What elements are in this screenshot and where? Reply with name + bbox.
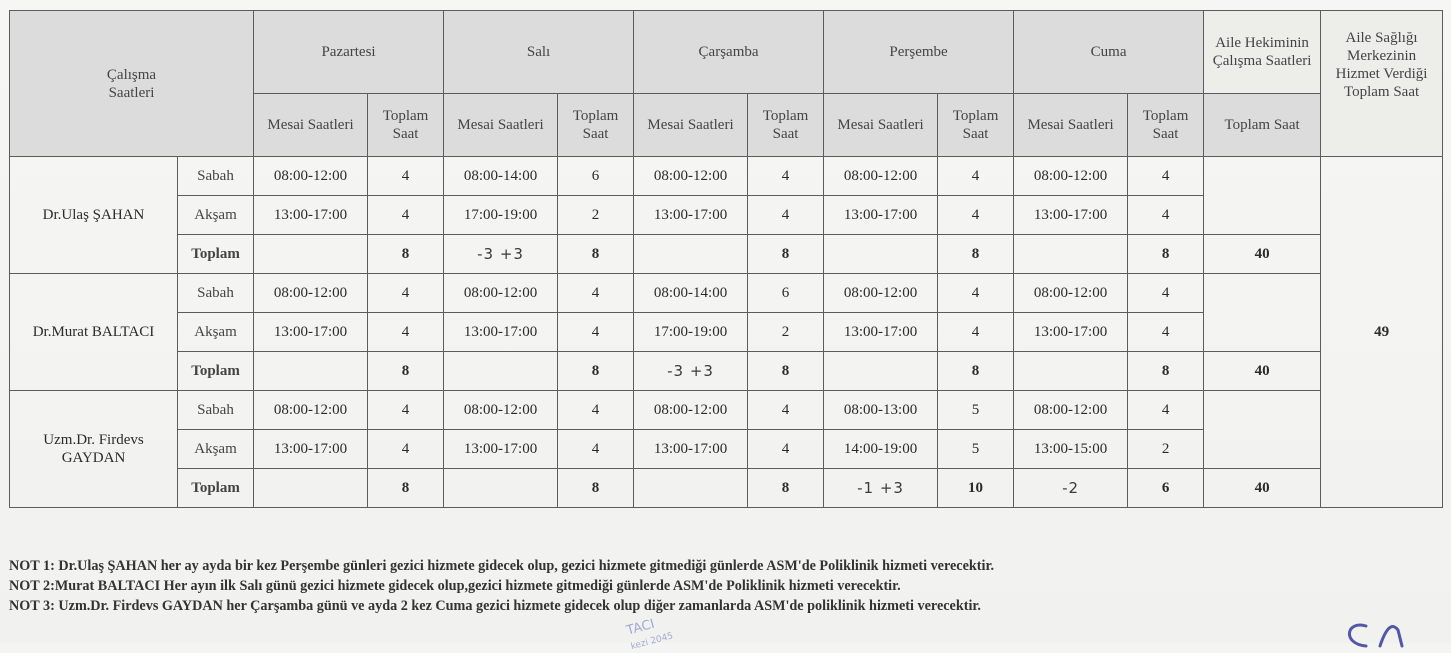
col-toplam-header: Toplam Saat bbox=[558, 94, 634, 157]
col-mesai-header: Mesai Saatleri bbox=[254, 94, 368, 157]
doctor-name: Uzm.Dr. Firdevs GAYDAN bbox=[10, 391, 178, 508]
mesai-cell: 13:00-17:00 bbox=[444, 430, 558, 469]
mesai-cell: 17:00-19:00 bbox=[444, 196, 558, 235]
hours-cell: 4 bbox=[558, 430, 634, 469]
table-row bbox=[10, 235, 1443, 274]
daily-total-cell: 8 bbox=[748, 469, 824, 508]
handwritten-note bbox=[634, 235, 748, 274]
stamp-sub: kezi 2045 bbox=[629, 631, 675, 653]
mesai-cell: 08:00-12:00 bbox=[634, 157, 748, 196]
schedule-table bbox=[9, 10, 1443, 508]
table-row bbox=[10, 157, 1443, 196]
hours-cell: 4 bbox=[1128, 274, 1204, 313]
hours-cell: 6 bbox=[558, 157, 634, 196]
sabah-label: Sabah bbox=[178, 157, 254, 196]
hours-cell: 4 bbox=[938, 196, 1014, 235]
hours-cell: 5 bbox=[938, 391, 1014, 430]
daily-total-cell: 8 bbox=[1128, 235, 1204, 274]
asm-total-cell: 49 bbox=[1321, 157, 1443, 508]
hours-cell: 4 bbox=[1128, 391, 1204, 430]
sabah-label: Sabah bbox=[178, 274, 254, 313]
hours-cell: 4 bbox=[748, 157, 824, 196]
toplam-label: Toplam bbox=[178, 352, 254, 391]
aksam-label: Akşam bbox=[178, 430, 254, 469]
daily-total-cell: 8 bbox=[748, 235, 824, 274]
table-row bbox=[10, 469, 1443, 508]
col-toplam-header: Toplam Saat bbox=[748, 94, 824, 157]
stamp-text: TACI bbox=[624, 616, 657, 639]
col-mesai-header: Mesai Saatleri bbox=[824, 94, 938, 157]
hours-cell: 4 bbox=[938, 157, 1014, 196]
hours-cell: 4 bbox=[1128, 157, 1204, 196]
handwritten-note: -3 +3 bbox=[444, 235, 558, 274]
mesai-cell: 08:00-12:00 bbox=[634, 391, 748, 430]
col-toplam-header: Toplam Saat bbox=[938, 94, 1014, 157]
stamp-mark bbox=[625, 613, 675, 653]
handwritten-note: -2 bbox=[1014, 469, 1128, 508]
doctor-name: Dr.Ulaş ŞAHAN bbox=[10, 157, 178, 274]
handwritten-note: -3 +3 bbox=[634, 352, 748, 391]
hours-cell: 4 bbox=[368, 313, 444, 352]
daily-total-cell: 8 bbox=[938, 352, 1014, 391]
aile-empty-cell bbox=[1204, 391, 1321, 469]
mesai-cell: 08:00-12:00 bbox=[824, 157, 938, 196]
col-mesai-header: Mesai Saatleri bbox=[444, 94, 558, 157]
mesai-cell: 13:00-17:00 bbox=[1014, 313, 1128, 352]
hours-cell: 4 bbox=[748, 391, 824, 430]
day-header: Pazartesi bbox=[254, 11, 444, 94]
handwritten-note: -1 +3 bbox=[824, 469, 938, 508]
hours-cell: 4 bbox=[938, 313, 1014, 352]
hours-cell: 2 bbox=[558, 196, 634, 235]
hours-cell: 2 bbox=[748, 313, 824, 352]
aksam-label: Akşam bbox=[178, 313, 254, 352]
mesai-cell: 13:00-17:00 bbox=[444, 313, 558, 352]
col-toplam-header: Toplam Saat bbox=[368, 94, 444, 157]
mesai-cell: 08:00-13:00 bbox=[824, 391, 938, 430]
hours-cell: 4 bbox=[368, 391, 444, 430]
notes-section bbox=[9, 556, 1429, 616]
handwritten-note bbox=[824, 235, 938, 274]
hours-cell: 6 bbox=[748, 274, 824, 313]
handwritten-note bbox=[254, 469, 368, 508]
hours-cell: 4 bbox=[368, 274, 444, 313]
doctor-name: Dr.Murat BALTACI bbox=[10, 274, 178, 391]
note-3: NOT 3: Uzm.Dr. Firdevs GAYDAN her Çarşamba günü ve ayda 2 kez Cuma gezici hizmete gidecek olup diğer zamanlarda ASM'de poliklinik hizmeti verecektir. bbox=[9, 598, 981, 614]
mesai-cell: 08:00-14:00 bbox=[634, 274, 748, 313]
mesai-cell: 13:00-17:00 bbox=[824, 196, 938, 235]
note-2: NOT 2:Murat BALTACI Her ayın ilk Salı günü gezici hizmete gidecek olup,gezici hizmete gitmediği günlerde ASM'de Poliklinik hizmeti verecektir. bbox=[9, 578, 901, 594]
corner-header: Çalışma Saatleri bbox=[10, 11, 254, 157]
mesai-cell: 08:00-12:00 bbox=[1014, 391, 1128, 430]
mesai-cell: 08:00-12:00 bbox=[1014, 274, 1128, 313]
handwritten-note bbox=[1014, 235, 1128, 274]
handwritten-note bbox=[444, 469, 558, 508]
hours-cell: 4 bbox=[558, 313, 634, 352]
day-header: Cuma bbox=[1014, 11, 1204, 94]
daily-total-cell: 8 bbox=[368, 352, 444, 391]
col-mesai-header: Mesai Saatleri bbox=[634, 94, 748, 157]
mesai-cell: 13:00-15:00 bbox=[1014, 430, 1128, 469]
daily-total-cell: 8 bbox=[368, 469, 444, 508]
col-mesai-header: Mesai Saatleri bbox=[1014, 94, 1128, 157]
daily-total-cell: 6 bbox=[1128, 469, 1204, 508]
weekly-total-cell: 40 bbox=[1204, 352, 1321, 391]
aile-sub-header: Toplam Saat bbox=[1204, 94, 1321, 157]
mesai-cell: 08:00-12:00 bbox=[254, 391, 368, 430]
daily-total-cell: 8 bbox=[1128, 352, 1204, 391]
aile-empty-cell bbox=[1204, 274, 1321, 352]
aile-header: Aile Hekiminin Çalışma Saatleri bbox=[1204, 11, 1321, 94]
mesai-cell: 13:00-17:00 bbox=[824, 313, 938, 352]
weekly-total-cell: 40 bbox=[1204, 235, 1321, 274]
hours-cell: 4 bbox=[368, 157, 444, 196]
aile-empty-cell bbox=[1204, 157, 1321, 235]
hours-cell: 5 bbox=[938, 430, 1014, 469]
aksam-label: Akşam bbox=[178, 196, 254, 235]
day-header: Salı bbox=[444, 11, 634, 94]
table-row bbox=[10, 352, 1443, 391]
hours-cell: 4 bbox=[1128, 196, 1204, 235]
mesai-cell: 13:00-17:00 bbox=[634, 196, 748, 235]
day-header: Çarşamba bbox=[634, 11, 824, 94]
sabah-label: Sabah bbox=[178, 391, 254, 430]
daily-total-cell: 8 bbox=[558, 352, 634, 391]
mesai-cell: 13:00-17:00 bbox=[254, 313, 368, 352]
note-1: NOT 1: Dr.Ulaş ŞAHAN her ay ayda bir kez Perşembe günleri gezici hizmete gidecek olup, gezici hizmete gitmediği günlerde ASM'de Poliklinik hizmeti verecektir. bbox=[9, 558, 994, 574]
mesai-cell: 13:00-17:00 bbox=[254, 430, 368, 469]
hours-cell: 4 bbox=[748, 430, 824, 469]
asm-header: Aile Sağlığı Merkezinin Hizmet Verdiği Toplam Saat bbox=[1321, 11, 1443, 157]
toplam-label: Toplam bbox=[178, 235, 254, 274]
handwritten-note bbox=[634, 469, 748, 508]
day-header: Perşembe bbox=[824, 11, 1014, 94]
hours-cell: 4 bbox=[558, 391, 634, 430]
handwritten-note bbox=[824, 352, 938, 391]
col-toplam-header: Toplam Saat bbox=[1128, 94, 1204, 157]
hours-cell: 4 bbox=[938, 274, 1014, 313]
daily-total-cell: 10 bbox=[938, 469, 1014, 508]
handwritten-note bbox=[254, 352, 368, 391]
mesai-cell: 08:00-12:00 bbox=[444, 274, 558, 313]
hours-cell: 4 bbox=[368, 196, 444, 235]
mesai-cell: 08:00-14:00 bbox=[444, 157, 558, 196]
mesai-cell: 08:00-12:00 bbox=[254, 274, 368, 313]
toplam-label: Toplam bbox=[178, 469, 254, 508]
hours-cell: 4 bbox=[368, 430, 444, 469]
mesai-cell: 08:00-12:00 bbox=[444, 391, 558, 430]
mesai-cell: 13:00-17:00 bbox=[634, 430, 748, 469]
daily-total-cell: 8 bbox=[558, 235, 634, 274]
handwritten-note bbox=[444, 352, 558, 391]
mesai-cell: 13:00-17:00 bbox=[1014, 196, 1128, 235]
mesai-cell: 14:00-19:00 bbox=[824, 430, 938, 469]
hours-cell: 2 bbox=[1128, 430, 1204, 469]
weekly-total-cell: 40 bbox=[1204, 469, 1321, 508]
hours-cell: 4 bbox=[558, 274, 634, 313]
hours-cell: 4 bbox=[748, 196, 824, 235]
handwritten-note bbox=[254, 235, 368, 274]
mesai-cell: 08:00-12:00 bbox=[1014, 157, 1128, 196]
signature-mark bbox=[1336, 608, 1416, 648]
daily-total-cell: 8 bbox=[748, 352, 824, 391]
mesai-cell: 08:00-12:00 bbox=[824, 274, 938, 313]
table-row bbox=[10, 274, 1443, 313]
hours-cell: 4 bbox=[1128, 313, 1204, 352]
mesai-cell: 17:00-19:00 bbox=[634, 313, 748, 352]
handwritten-note bbox=[1014, 352, 1128, 391]
daily-total-cell: 8 bbox=[368, 235, 444, 274]
mesai-cell: 13:00-17:00 bbox=[254, 196, 368, 235]
daily-total-cell: 8 bbox=[938, 235, 1014, 274]
table-row bbox=[10, 391, 1443, 430]
mesai-cell: 08:00-12:00 bbox=[254, 157, 368, 196]
daily-total-cell: 8 bbox=[558, 469, 634, 508]
